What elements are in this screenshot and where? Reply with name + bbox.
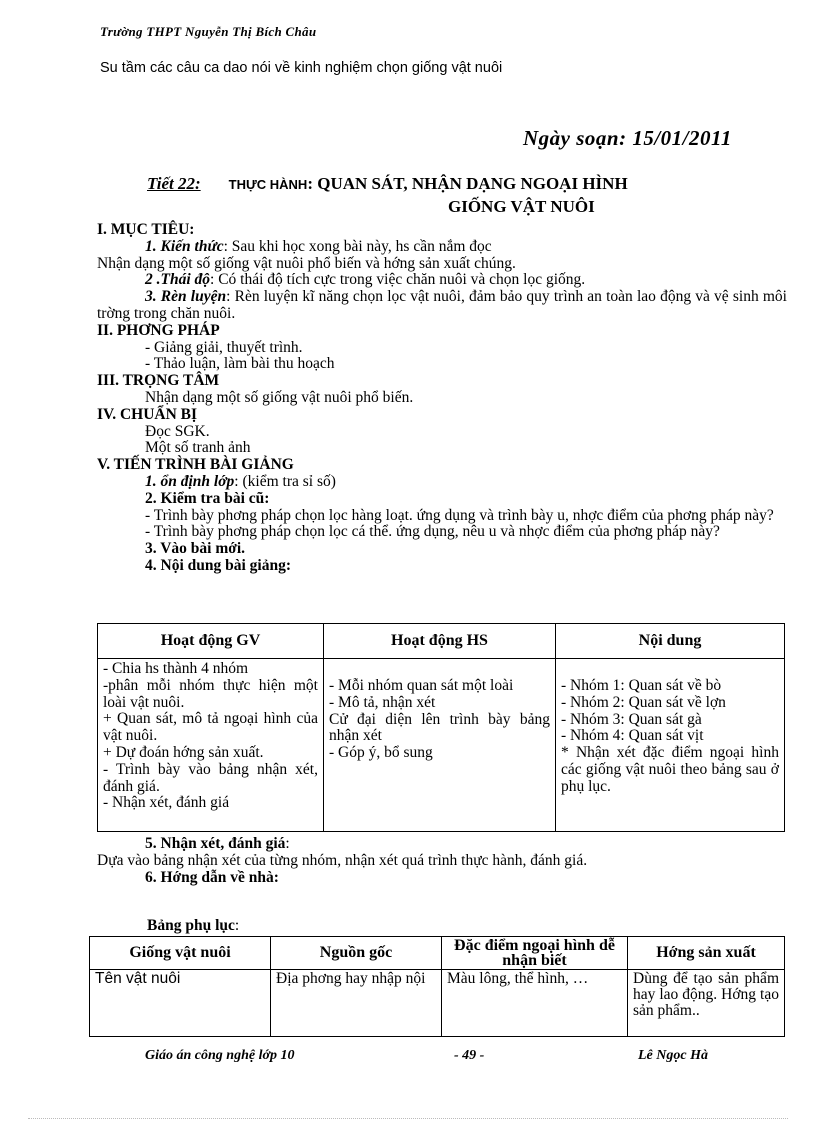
gv-activities: - Chia hs thành 4 nhóm -phân mỗi nhóm thực hiện một loài vật nuôi. + Quan sát, mô tả ngoại hình của vật nuôi. + Dự đoán hớng sản xuất. - Trình bày vào bảng nhận xét, đánh giá. - Nhận xét, đánh giá <box>98 659 324 832</box>
method-item-1: - Giảng giải, thuyết trình. <box>145 338 303 356</box>
appendix-cell-breed: Tên vật nuôi <box>90 970 271 1037</box>
step6-label: 6. Hớng dẫn về nhà: <box>145 868 279 886</box>
appendix-cell-origin: Địa phơng hay nhập nội <box>271 970 442 1037</box>
lesson-body <box>97 222 787 575</box>
activity-table <box>97 623 785 832</box>
step2-label: 2. Kiểm tra bài cũ: <box>145 489 270 507</box>
appendix-header-origin: Nguồn gốc <box>271 937 442 970</box>
lesson-period: Tiết 22: <box>147 174 201 193</box>
question-1: - Trình bày phơng pháp chọn lọc hàng loạt. ứng dụng và trình bày u, nhợc điểm của phơng pháp này? <box>145 506 774 524</box>
skill-text: : Rèn luyện kĩ năng chọn lọc vật nuôi, đảm bảo quy trình an toàn lao động và vệ sinh môi trờng trong chăn nuôi. <box>97 288 787 322</box>
page-bottom-divider <box>28 1118 788 1119</box>
step5-text: Dựa vào bảng nhận xét của từng nhóm, nhận xét quá trình thực hành, đánh giá. <box>97 851 588 869</box>
method-item-2: - Thảo luận, làm bài thu hoạch <box>145 355 335 373</box>
knowledge-text: : Sau khi học xong bài này, hs cần nắm đọc <box>223 237 492 255</box>
prep-item-1: Đọc SGK. <box>145 422 210 440</box>
hs-activities: - Mỗi nhóm quan sát một loài - Mô tả, nhận xét Cử đại diện lên trình bày bảng nhận xét - Góp ý, bổ sung <box>324 659 556 832</box>
step3-label: 3. Vào bài mới. <box>145 540 246 558</box>
knowledge-label: 1. Kiến thức <box>145 237 224 255</box>
appendix-header-features: Đặc điểm ngoại hình dễ nhận biết <box>442 937 628 970</box>
appendix-table <box>89 936 785 1037</box>
appendix-header-breed: Giống vật nuôi <box>90 937 271 970</box>
table-header-hs: Hoạt động HS <box>324 624 556 659</box>
appendix-title <box>147 917 239 935</box>
footer-page-number: - 49 - <box>454 1048 485 1063</box>
assessment-section <box>97 836 787 886</box>
appendix-colon: : <box>234 917 240 934</box>
appendix-cell-direction: Dùng để tạo sản phẩm hay lao động. Hớng tạo sản phẩm.. <box>628 970 785 1037</box>
appendix-cell-features: Màu lông, thể hình, … <box>442 970 628 1037</box>
footer-author: Lê Ngọc Hà <box>638 1048 708 1063</box>
prep-item-2: Một số tranh ảnh <box>145 439 251 457</box>
section-focus-heading: III. TRỌNG TÂM <box>97 372 220 390</box>
skill-label: 3. Rèn luyện <box>145 288 227 306</box>
school-header: Trường THPT Nguyễn Thị Bích Châu <box>100 24 317 39</box>
content-items: - Nhóm 1: Quan sát về bò - Nhóm 2: Quan sát về lợn - Nhóm 3: Quan sát gà - Nhóm 4: Quan sát vịt * Nhận xét đặc điểm ngoại hình các giống vật nuôi theo bảng sau ở phụ lục. <box>556 659 785 832</box>
lesson-practice: THỰC HÀNH <box>228 177 308 192</box>
table-header-content: Nội dung <box>556 624 785 659</box>
focus-text: Nhận dạng một số giống vật nuôi phổ biến. <box>145 388 414 406</box>
section-objectives-heading: I. MỤC TIÊU: <box>97 221 195 238</box>
step1-text: : (kiểm tra sỉ số) <box>234 472 336 490</box>
attitude-label: 2 .Thái độ <box>145 271 211 289</box>
step4-label: 4. Nội dung bài giảng: <box>145 556 292 574</box>
appendix-header-direction: Hớng sản xuất <box>628 937 785 970</box>
prep-date: Ngày soạn: 15/01/2011 <box>523 126 732 150</box>
intro-text: Su tầm các câu ca dao nói về kinh nghiệm chọn giống vật nuôi <box>100 60 503 76</box>
step5-label: 5. Nhận xét, đánh giá <box>145 835 286 852</box>
question-2: - Trình bày phơng pháp chọn lọc cá thể. ứng dụng, nêu u và nhợc điểm của phơng pháp này? <box>145 523 720 541</box>
step1-label: 1. ổn định lớp <box>145 472 235 490</box>
section-process-heading: V. TIẾN TRÌNH BÀI GIẢNG <box>97 456 294 474</box>
attitude-text: : Có thái độ tích cực trong việc chăn nuôi và chọn lọc giống. <box>210 271 586 289</box>
lesson-title-line2: GIỐNG VẬT NUÔI <box>448 197 595 216</box>
knowledge-text-2: Nhận dạng một số giống vật nuôi phổ biến và hớng sản xuất chúng. <box>97 254 516 272</box>
appendix-label: Bảng phụ lục <box>147 917 235 934</box>
lesson-title <box>147 174 628 194</box>
lesson-title-line1: : QUAN SÁT, NHẬN DẠNG NGOẠI HÌNH <box>307 174 628 193</box>
section-prep-heading: IV. CHUẨN BỊ <box>97 405 198 423</box>
step5-colon: : <box>285 835 290 852</box>
footer-course: Giáo án công nghệ lớp 10 <box>145 1048 295 1063</box>
table-header-gv: Hoạt động GV <box>98 624 324 659</box>
section-method-heading: II. PHƠNG PHÁP <box>97 321 220 339</box>
